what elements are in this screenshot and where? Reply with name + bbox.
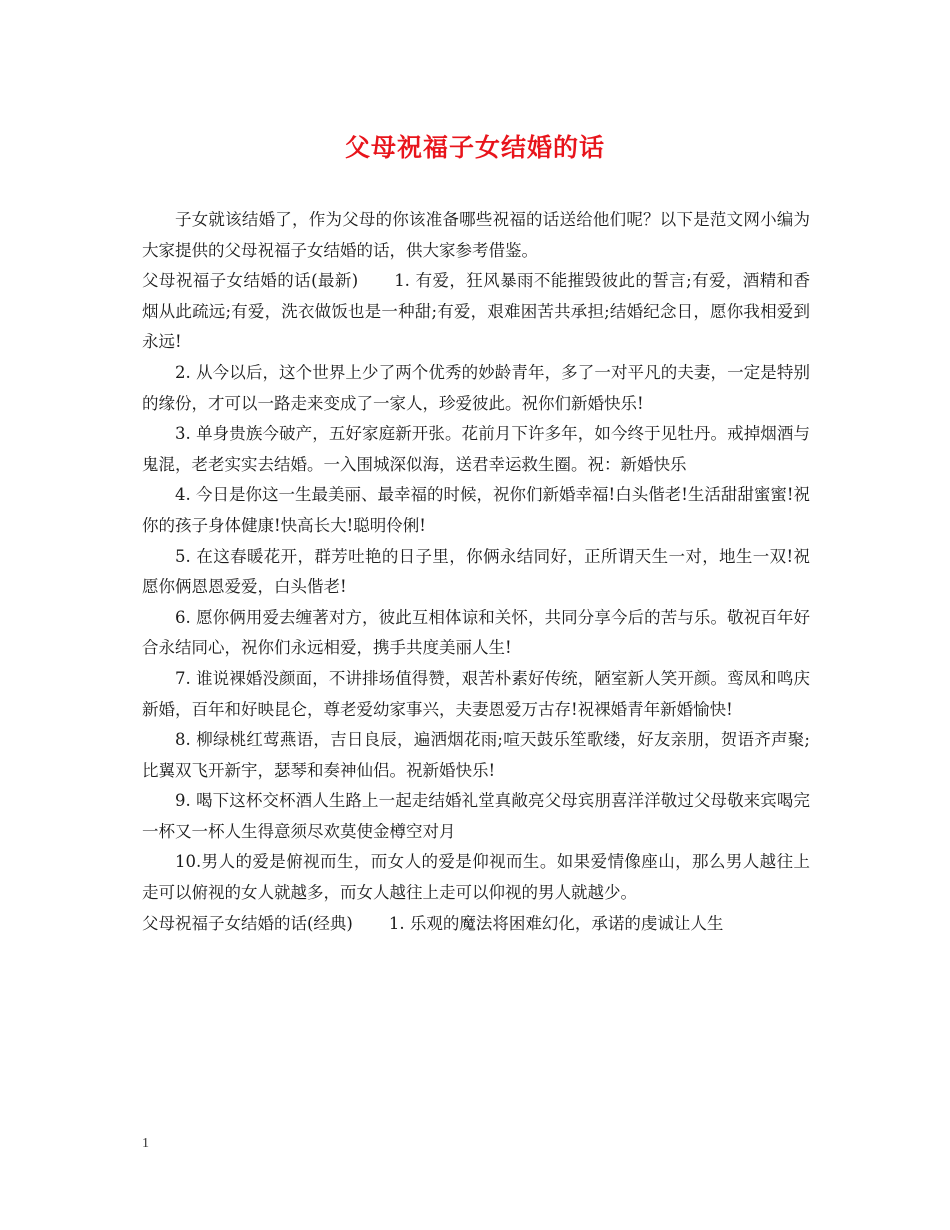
paragraph: 7. 谁说裸婚没颜面，不讲排场值得赞，艰苦朴素好传统，陋室新人笑开颜。鸾凤和鸣庆新婚，百年和好映昆仑，尊老爱幼家事兴，夫妻恩爱万古存!祝裸婚青年新婚愉快! <box>142 668 810 719</box>
section-heading: 父母祝福子女结婚的话(经典) <box>142 913 353 933</box>
section-paragraph <box>142 266 810 358</box>
paragraph: 10.男人的爱是俯视而生，而女人的爱是仰视而生。如果爱情像座山，那么男人越往上走可以俯视的女人就越多，而女人越往上走可以仰视的男人就越少。 <box>142 852 810 903</box>
intro-paragraph: 子女就该结婚了，作为父母的你该准备哪些祝福的话送给他们呢？以下是范文网小编为大家提供的父母祝福子女结婚的话，供大家参考借鉴。 <box>142 210 810 260</box>
paragraph: 3. 单身贵族今破产，五好家庭新开张。花前月下许多年，如今终于见牡丹。戒掉烟酒与鬼混，老老实实去结婚。一入围城深似海，送君幸运救生圈。祝：新婚快乐 <box>142 424 810 474</box>
paragraph-text: 1. 乐观的魔法将困难幻化，承诺的虔诚让人生 <box>388 913 724 933</box>
section-paragraph <box>142 909 810 940</box>
paragraph-text: 1. 有爱，狂风暴雨不能摧毁彼此的誓言;有爱，酒精和香烟从此疏远;有爱，洗衣做饭也是一种甜;有爱，艰难困苦共承担;结婚纪念日，愿你我相爱到永远! <box>142 271 811 352</box>
paragraph: 9. 喝下这杯交杯酒人生路上一起走结婚礼堂真敞亮父母宾朋喜洋洋敬过父母敬来宾喝完一杯又一杯人生得意须尽欢莫使金樽空对月 <box>142 791 810 841</box>
paragraph: 2. 从今以后，这个世界上少了两个优秀的妙龄青年，多了一对平凡的夫妻，一定是特别的缘份，才可以一路走来变成了一家人，珍爱彼此。祝你们新婚快乐! <box>142 362 810 413</box>
document-title: 父母祝福子女结婚的话 <box>344 133 605 162</box>
page-number: 1 <box>142 1136 149 1151</box>
section-heading: 父母祝福子女结婚的话(最新) <box>142 271 359 291</box>
paragraph: 8. 柳绿桃红莺燕语，吉日良辰，遍洒烟花雨;喧天鼓乐笙歌缕，好友亲朋，贺语齐声聚;比翼双飞开新宇，瑟琴和奏神仙侣。祝新婚快乐! <box>142 730 810 780</box>
paragraph: 5. 在这春暖花开，群芳吐艳的日子里，你俩永结同好，正所谓天生一对，地生一双!祝愿你俩恩恩爱爱，白头偕老! <box>142 546 810 597</box>
document-body <box>142 205 810 939</box>
paragraph: 4. 今日是你这一生最美丽、最幸福的时候，祝你们新婚幸福!白头偕老!生活甜甜蜜蜜!祝你的孩子身体健康!快高长大!聪明伶俐! <box>142 485 810 535</box>
paragraph: 6. 愿你俩用爱去缠著对方，彼此互相体谅和关怀，共同分享今后的苦与乐。敬祝百年好合永结同心，祝你们永远相爱，携手共度美丽人生! <box>142 607 810 658</box>
